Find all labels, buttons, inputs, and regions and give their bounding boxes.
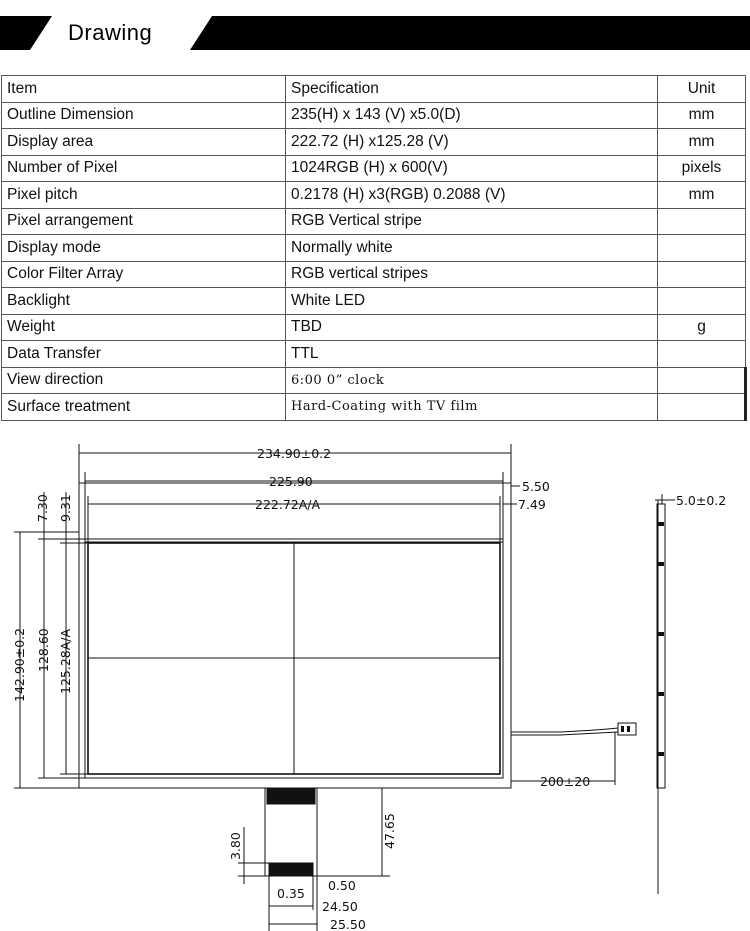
cell-unit: pixels (658, 155, 746, 182)
section-title: Drawing (68, 20, 153, 45)
table-row (2, 367, 746, 394)
table-row (2, 288, 746, 315)
wire-cable (511, 728, 618, 735)
cell-item: Number of Pixel (2, 155, 286, 182)
cell-unit (658, 394, 746, 421)
panel-outline (79, 483, 511, 788)
cell-unit: mm (658, 102, 746, 129)
cell-unit (658, 261, 746, 288)
dim-fpc-pitch-b: 0.50 (328, 878, 356, 893)
cell-unit (658, 367, 746, 394)
cell-unit (658, 235, 746, 262)
dim-bezel-height: 128.60 (36, 628, 51, 672)
dim-fpc-width-2: 25.50 (330, 917, 366, 931)
table-row (2, 129, 746, 156)
dim-right-top: 5.50 (522, 479, 550, 494)
cell-spec: Hard-Coating with TV film (286, 394, 658, 421)
cell-item: Data Transfer (2, 341, 286, 368)
cell-item: Display mode (2, 235, 286, 262)
table-row (2, 341, 746, 368)
table-row (2, 314, 746, 341)
cell-spec: 1024RGB (H) x 600(V) (286, 155, 658, 182)
cell-item: Color Filter Array (2, 261, 286, 288)
cell-spec: TTL (286, 341, 658, 368)
cell-item: Surface treatment (2, 394, 286, 421)
cell-spec: RGB Vertical stripe (286, 208, 658, 235)
cell-unit (658, 288, 746, 315)
cell-unit: mm (658, 129, 746, 156)
dim-fpc-width-1: 24.50 (322, 899, 358, 914)
dim-fpc-tail: 3.80 (228, 832, 243, 860)
table-row (2, 102, 746, 129)
fpc-contact-pad (269, 863, 313, 876)
cell-spec: Normally white (286, 235, 658, 262)
cell-unit: mm (658, 182, 746, 209)
cell-item: Outline Dimension (2, 102, 286, 129)
dim-cable-length: 200±20 (540, 774, 591, 789)
cell-spec: 235(H) x 143 (V) x5.0(D) (286, 102, 658, 129)
dim-outline-width: 234.90±0.2 (257, 446, 332, 461)
dim-top-outer: 7.30 (35, 494, 50, 522)
dim-fpc-pitch-a: 0.35 (277, 886, 305, 901)
cell-spec: TBD (286, 314, 658, 341)
cell-spec: 0.2178 (H) x3(RGB) 0.2088 (V) (286, 182, 658, 209)
cell-item: Display area (2, 129, 286, 156)
dim-bezel-width: 225.90 (269, 474, 313, 489)
cell-item: View direction (2, 367, 286, 394)
cell-item: Backlight (2, 288, 286, 315)
dim-top-inner: 9.31 (58, 494, 73, 522)
column-header-spec: Specification (286, 76, 658, 103)
mechanical-drawing (0, 432, 750, 931)
cell-spec: 222.72 (H) x125.28 (V) (286, 129, 658, 156)
spec-table (1, 75, 747, 421)
table-row (2, 182, 746, 209)
table-row (2, 235, 746, 262)
table-row (2, 208, 746, 235)
cell-unit (658, 208, 746, 235)
dim-active-height: 125.28A/A (58, 628, 73, 694)
fpc-stiffener-top (267, 788, 315, 804)
cell-spec: White LED (286, 288, 658, 315)
dim-active-width: 222.72A/A (255, 497, 321, 512)
dim-right-inner: 7.49 (518, 497, 546, 512)
cell-spec: 6:00 0” clock (286, 367, 658, 394)
table-row (2, 261, 746, 288)
dim-thickness: 5.0±0.2 (676, 493, 727, 508)
cell-unit (658, 341, 746, 368)
cell-item: Weight (2, 314, 286, 341)
table-header-row (2, 76, 746, 103)
cell-unit: g (658, 314, 746, 341)
cell-item: Pixel pitch (2, 182, 286, 209)
column-header-item: Item (2, 76, 286, 103)
dim-outline-height: 142.90±0.2 (12, 627, 27, 702)
cell-spec: RGB vertical stripes (286, 261, 658, 288)
table-row (2, 155, 746, 182)
column-header-unit: Unit (658, 76, 746, 103)
cell-item: Pixel arrangement (2, 208, 286, 235)
dim-fpc-length: 47.65 (382, 813, 397, 849)
table-row (2, 394, 746, 421)
